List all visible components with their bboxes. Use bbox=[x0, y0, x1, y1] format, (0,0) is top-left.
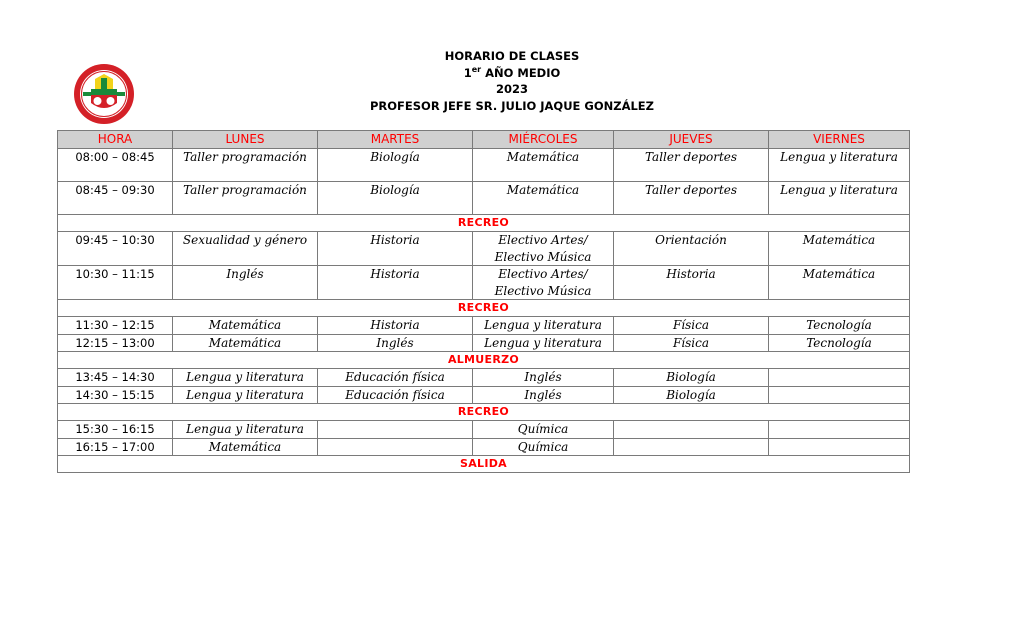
subject-cell-jueves: Taller deportes bbox=[614, 182, 769, 215]
subject-cell-martes: Educación física bbox=[318, 386, 473, 404]
grade-number: 1 bbox=[463, 65, 472, 80]
subject-cell-lunes: Lengua y literatura bbox=[173, 369, 318, 387]
subject-cell-lunes: Inglés bbox=[173, 266, 318, 300]
subject-cell-jueves: Orientación bbox=[614, 232, 769, 266]
break-row bbox=[58, 456, 910, 473]
time-slot-cell: 08:00 – 08:45 bbox=[58, 149, 173, 182]
subject-cell-jueves: Física bbox=[614, 317, 769, 335]
break-label: ALMUERZO bbox=[58, 352, 910, 369]
break-label: RECREO bbox=[58, 215, 910, 232]
break-label: RECREO bbox=[58, 404, 910, 421]
subject-cell-viernes: Tecnología bbox=[769, 317, 910, 335]
school-crest-logo-icon bbox=[73, 63, 135, 125]
subject-cell-miercoles: Electivo Artes/ Electivo Música bbox=[473, 232, 614, 266]
subject-cell-jueves: Biología bbox=[614, 369, 769, 387]
column-header-lunes: LUNES bbox=[173, 131, 318, 149]
grade-line bbox=[0, 65, 1024, 82]
subject-cell-viernes: Lengua y literatura bbox=[769, 182, 910, 215]
time-slot-cell: 08:45 – 09:30 bbox=[58, 182, 173, 215]
table-row bbox=[58, 438, 910, 456]
subject-cell-lunes: Lengua y literatura bbox=[173, 421, 318, 439]
subject-cell-martes bbox=[318, 421, 473, 439]
subject-cell-miercoles: Inglés bbox=[473, 369, 614, 387]
subject-cell-martes: Historia bbox=[318, 232, 473, 266]
subject-cell-viernes: Lengua y literatura bbox=[769, 149, 910, 182]
table-row bbox=[58, 182, 910, 215]
subject-cell-jueves bbox=[614, 438, 769, 456]
subject-cell-jueves bbox=[614, 421, 769, 439]
time-slot-cell: 10:30 – 11:15 bbox=[58, 266, 173, 300]
subject-cell-viernes: Matemática bbox=[769, 232, 910, 266]
table-row bbox=[58, 386, 910, 404]
subject-cell-martes: Educación física bbox=[318, 369, 473, 387]
subject-cell-jueves: Historia bbox=[614, 266, 769, 300]
table-row bbox=[58, 421, 910, 439]
break-row bbox=[58, 404, 910, 421]
subject-cell-miercoles: Matemática bbox=[473, 149, 614, 182]
table-row bbox=[58, 369, 910, 387]
subject-cell-miercoles: Química bbox=[473, 421, 614, 439]
head-teacher: PROFESOR JEFE SR. JULIO JAQUE GONZÁLEZ bbox=[369, 98, 655, 113]
subject-cell-miercoles: Química bbox=[473, 438, 614, 456]
subject-cell-miercoles: Lengua y literatura bbox=[473, 334, 614, 352]
column-header-hora: HORA bbox=[58, 131, 173, 149]
subject-cell-jueves: Física bbox=[614, 334, 769, 352]
break-row bbox=[58, 300, 910, 317]
time-slot-cell: 16:15 – 17:00 bbox=[58, 438, 173, 456]
grade-superscript: er bbox=[471, 64, 482, 74]
document-header bbox=[0, 48, 1024, 114]
header-row bbox=[58, 131, 910, 149]
time-slot-cell: 15:30 – 16:15 bbox=[58, 421, 173, 439]
subject-cell-lunes: Sexualidad y género bbox=[173, 232, 318, 266]
subject-cell-lunes: Taller programación bbox=[173, 182, 318, 215]
grade-label: AÑO MEDIO bbox=[481, 65, 561, 80]
subject-cell-viernes: Matemática bbox=[769, 266, 910, 300]
table-row bbox=[58, 334, 910, 352]
table-row bbox=[58, 317, 910, 335]
subject-cell-lunes: Matemática bbox=[173, 438, 318, 456]
time-slot-cell: 12:15 – 13:00 bbox=[58, 334, 173, 352]
year: 2023 bbox=[495, 82, 528, 96]
subject-cell-martes: Biología bbox=[318, 182, 473, 215]
time-slot-cell: 09:45 – 10:30 bbox=[58, 232, 173, 266]
schedule-title: HORARIO DE CLASES bbox=[444, 49, 580, 63]
column-header-jueves: JUEVES bbox=[614, 131, 769, 149]
subject-cell-lunes: Lengua y literatura bbox=[173, 386, 318, 404]
subject-cell-viernes: Tecnología bbox=[769, 334, 910, 352]
subject-cell-martes: Inglés bbox=[318, 334, 473, 352]
table-row bbox=[58, 232, 910, 266]
subject-cell-viernes bbox=[769, 438, 910, 456]
subject-cell-martes: Historia bbox=[318, 317, 473, 335]
subject-cell-viernes bbox=[769, 386, 910, 404]
subject-cell-lunes: Matemática bbox=[173, 317, 318, 335]
break-label: SALIDA bbox=[58, 456, 910, 473]
column-header-martes: MARTES bbox=[318, 131, 473, 149]
class-schedule-table bbox=[57, 130, 910, 473]
subject-cell-jueves: Biología bbox=[614, 386, 769, 404]
subject-cell-lunes: Matemática bbox=[173, 334, 318, 352]
subject-cell-jueves: Taller deportes bbox=[614, 149, 769, 182]
subject-cell-martes: Biología bbox=[318, 149, 473, 182]
subject-cell-martes bbox=[318, 438, 473, 456]
time-slot-cell: 13:45 – 14:30 bbox=[58, 369, 173, 387]
subject-cell-viernes bbox=[769, 369, 910, 387]
table-row bbox=[58, 266, 910, 300]
subject-cell-miercoles: Matemática bbox=[473, 182, 614, 215]
table-row bbox=[58, 149, 910, 182]
column-header-miercoles: MIÉRCOLES bbox=[473, 131, 614, 149]
column-header-viernes: VIERNES bbox=[769, 131, 910, 149]
subject-cell-miercoles: Inglés bbox=[473, 386, 614, 404]
break-row bbox=[58, 215, 910, 232]
break-label: RECREO bbox=[58, 300, 910, 317]
subject-cell-lunes: Taller programación bbox=[173, 149, 318, 182]
time-slot-cell: 14:30 – 15:15 bbox=[58, 386, 173, 404]
subject-cell-miercoles: Lengua y literatura bbox=[473, 317, 614, 335]
subject-cell-viernes bbox=[769, 421, 910, 439]
subject-cell-martes: Historia bbox=[318, 266, 473, 300]
break-row bbox=[58, 352, 910, 369]
time-slot-cell: 11:30 – 12:15 bbox=[58, 317, 173, 335]
subject-cell-miercoles: Electivo Artes/ Electivo Música bbox=[473, 266, 614, 300]
